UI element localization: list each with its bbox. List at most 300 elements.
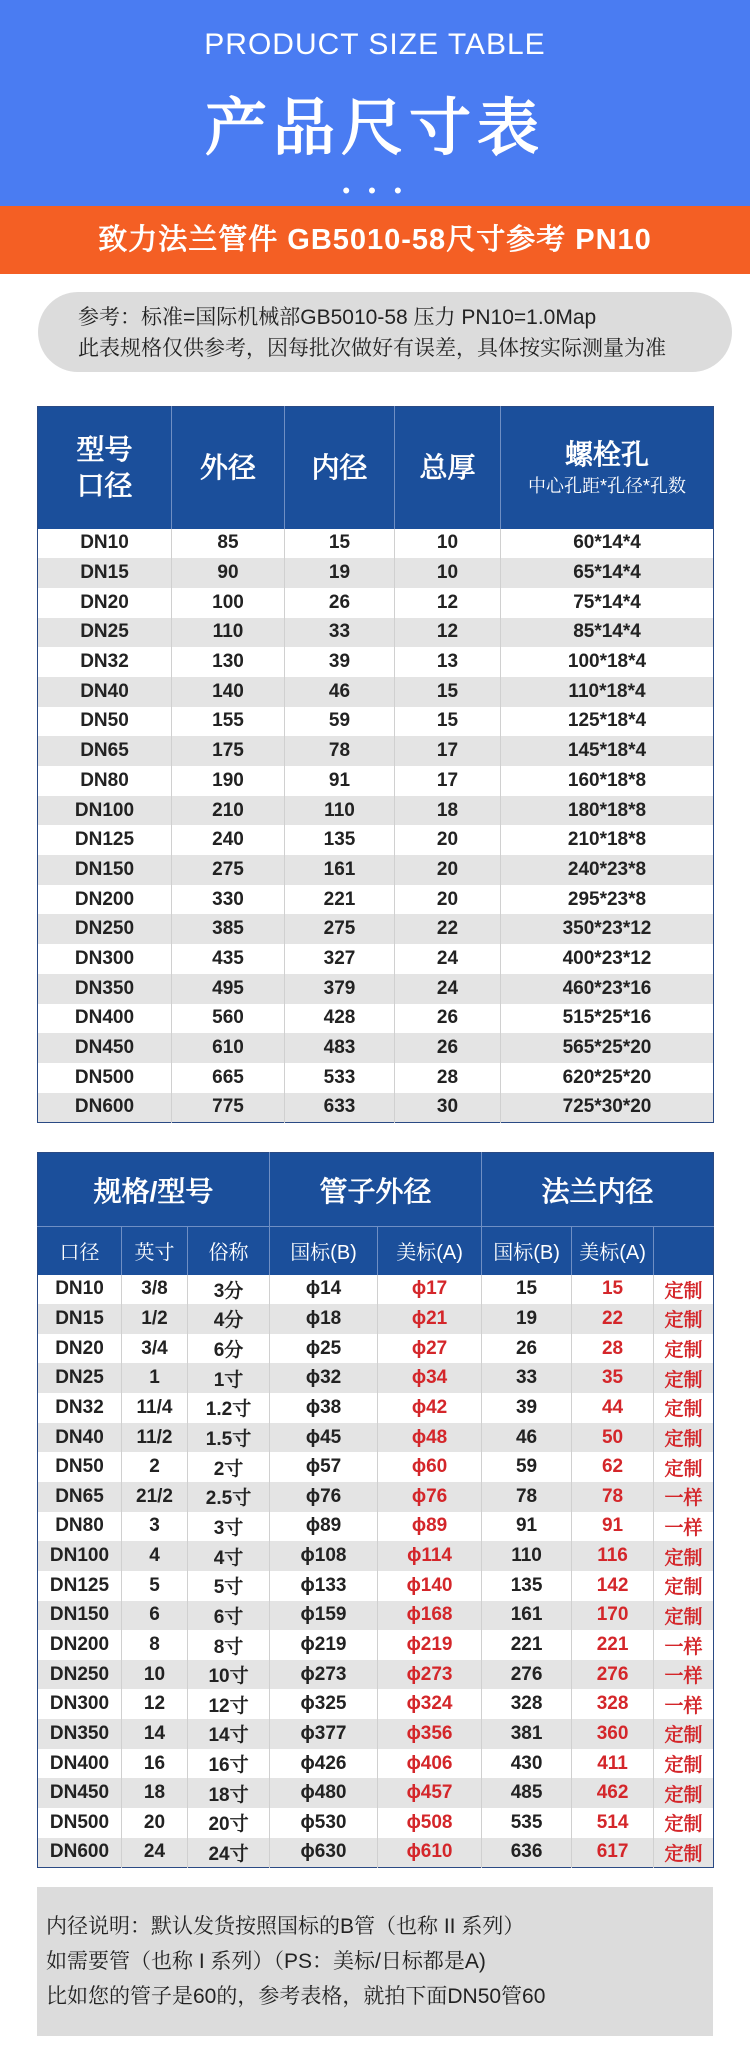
table-cell: 1.2寸	[188, 1393, 270, 1423]
table-cell: 26	[285, 588, 395, 618]
table-cell: 62	[572, 1452, 654, 1482]
table-cell: DN250	[38, 914, 172, 944]
inner-diameter-explanation	[37, 1887, 713, 2036]
table-cell: ϕ273	[270, 1660, 378, 1690]
table-cell: 110	[172, 618, 285, 648]
subheader-inch: 英寸	[122, 1227, 188, 1275]
table-cell: DN450	[38, 1033, 172, 1063]
table-cell: ϕ32	[270, 1363, 378, 1393]
table-cell: 17	[395, 736, 501, 766]
table-row	[38, 1808, 714, 1838]
reference-note-line-1: 参考：标准=国际机械部GB5010-58 压力 PN10=1.0Map	[78, 306, 597, 329]
table-cell: 一样	[654, 1482, 714, 1512]
table-cell: 78	[572, 1482, 654, 1512]
header-bolt-holes	[501, 407, 714, 529]
pipe-spec-table-body	[38, 1275, 714, 1868]
table-cell: ϕ219	[378, 1630, 482, 1660]
table-cell: 1寸	[188, 1363, 270, 1393]
subheader-dn: 口径	[38, 1227, 122, 1275]
table-cell: 633	[285, 1093, 395, 1123]
table-row	[38, 1452, 714, 1482]
table-cell: 460*23*16	[501, 974, 714, 1004]
table-cell: DN150	[38, 855, 172, 885]
table-cell: 21/2	[122, 1482, 188, 1512]
table-cell: 190	[172, 766, 285, 796]
table-cell: ϕ530	[270, 1808, 378, 1838]
header-model-line-1: 型号	[76, 433, 133, 465]
table-cell: ϕ60	[378, 1452, 482, 1482]
table-cell: DN300	[38, 1689, 122, 1719]
table-cell: 78	[482, 1482, 572, 1512]
reference-note-line-2: 此表规格仅供参考，因每批次做好有误差，具体按实际测量为准	[78, 337, 666, 360]
table-cell: 91	[572, 1512, 654, 1542]
table-cell: 130	[172, 647, 285, 677]
table-cell: 110	[285, 796, 395, 826]
table-cell: 330	[172, 885, 285, 915]
table-cell: 514	[572, 1808, 654, 1838]
table-cell: DN250	[38, 1660, 122, 1690]
table-cell: 140	[172, 677, 285, 707]
table-cell: 483	[285, 1033, 395, 1063]
table-cell: 16	[122, 1749, 188, 1779]
table-row	[38, 1093, 714, 1123]
explanation-line-1: 内径说明：默认发货按照国标的B管（也称 II 系列）	[46, 1915, 525, 1938]
table-cell: 90	[172, 558, 285, 588]
table-cell: 13	[395, 647, 501, 677]
table-cell: 85*14*4	[501, 618, 714, 648]
table-row	[38, 1838, 714, 1868]
table-row	[38, 885, 714, 915]
table-cell: 91	[482, 1512, 572, 1542]
table-cell: 11/4	[122, 1393, 188, 1423]
subheader-note	[654, 1227, 714, 1275]
explanation-line-2: 如需要管（也称 I 系列）（PS：美标/日标都是A)	[46, 1950, 486, 1973]
table-cell: 560	[172, 1004, 285, 1034]
table-cell: ϕ76	[378, 1482, 482, 1512]
table-cell: 5	[122, 1571, 188, 1601]
table-cell: 12寸	[188, 1689, 270, 1719]
table-cell: ϕ457	[378, 1778, 482, 1808]
table-cell: ϕ356	[378, 1719, 482, 1749]
table-cell: 240	[172, 825, 285, 855]
table-cell: 定制	[654, 1571, 714, 1601]
table-row	[38, 677, 714, 707]
table-row	[38, 1275, 714, 1305]
table-cell: 11/2	[122, 1423, 188, 1453]
table-cell: 565*25*20	[501, 1033, 714, 1063]
table-cell: ϕ21	[378, 1304, 482, 1334]
table-cell: 91	[285, 766, 395, 796]
table-row	[38, 1630, 714, 1660]
table-cell: 145*18*4	[501, 736, 714, 766]
table-cell: 30	[395, 1093, 501, 1123]
table-row	[38, 1749, 714, 1779]
table-cell: 435	[172, 944, 285, 974]
table-cell: 8	[122, 1630, 188, 1660]
table-cell: 10寸	[188, 1660, 270, 1690]
table-cell: ϕ89	[378, 1512, 482, 1542]
table-cell: DN10	[38, 529, 172, 559]
table-cell: ϕ89	[270, 1512, 378, 1542]
table-cell: 328	[482, 1689, 572, 1719]
table-cell: 100*18*4	[501, 647, 714, 677]
table-cell: 495	[172, 974, 285, 1004]
table-row	[38, 1304, 714, 1334]
table-cell: 定制	[654, 1808, 714, 1838]
table-cell: 110	[482, 1541, 572, 1571]
table-row	[38, 825, 714, 855]
table-cell: 180*18*8	[501, 796, 714, 826]
header-inner-diameter: 内径	[285, 407, 395, 529]
table-cell: 15	[395, 677, 501, 707]
table-cell: ϕ426	[270, 1749, 378, 1779]
table-cell: 8寸	[188, 1630, 270, 1660]
table-cell: 定制	[654, 1749, 714, 1779]
table-cell: 定制	[654, 1304, 714, 1334]
table-cell: DN10	[38, 1275, 122, 1305]
table-cell: 515*25*16	[501, 1004, 714, 1034]
table-row	[38, 1393, 714, 1423]
hero-header	[0, 0, 750, 206]
table-row	[38, 1601, 714, 1631]
header-model-line-2: 口径	[76, 469, 133, 501]
table-cell: DN100	[38, 796, 172, 826]
table-cell: 4寸	[188, 1541, 270, 1571]
table-cell: ϕ25	[270, 1334, 378, 1364]
table-cell: 2	[122, 1452, 188, 1482]
table-cell: 一样	[654, 1660, 714, 1690]
table-cell: ϕ18	[270, 1304, 378, 1334]
table-cell: 26	[482, 1334, 572, 1364]
table-cell: 617	[572, 1838, 654, 1868]
table-cell: 46	[285, 677, 395, 707]
table-cell: DN80	[38, 766, 172, 796]
header-pipe-outer-diameter: 管子外径	[270, 1153, 482, 1227]
table-cell: 28	[395, 1063, 501, 1093]
table-cell: 一样	[654, 1689, 714, 1719]
table-cell: 65*14*4	[501, 558, 714, 588]
table-cell: ϕ14	[270, 1275, 378, 1305]
table-cell: 3寸	[188, 1512, 270, 1542]
table-cell: 170	[572, 1601, 654, 1631]
table-row	[38, 944, 714, 974]
table-cell: 59	[482, 1452, 572, 1482]
table-cell: ϕ34	[378, 1363, 482, 1393]
table-cell: DN500	[38, 1063, 172, 1093]
table-cell: 20	[122, 1808, 188, 1838]
product-banner: 致力法兰管件 GB5010-58尺寸参考 PN10	[0, 206, 750, 274]
table-cell: 665	[172, 1063, 285, 1093]
table-row	[38, 914, 714, 944]
table-cell: 18	[122, 1778, 188, 1808]
reference-note	[38, 292, 732, 372]
table-cell: DN150	[38, 1601, 122, 1631]
subheader-od-us: 美标(A)	[378, 1227, 482, 1275]
header-model	[38, 407, 172, 529]
table-cell: 240*23*8	[501, 855, 714, 885]
table-cell: 24	[395, 944, 501, 974]
table-cell: 一样	[654, 1512, 714, 1542]
table-row	[38, 1482, 714, 1512]
table-cell: DN20	[38, 588, 172, 618]
table-row	[38, 1689, 714, 1719]
table-row	[38, 1033, 714, 1063]
table-cell: 161	[482, 1601, 572, 1631]
table-row	[38, 1363, 714, 1393]
title-english: PRODUCT SIZE TABLE	[204, 28, 546, 61]
table-cell: DN350	[38, 974, 172, 1004]
table-cell: 17	[395, 766, 501, 796]
flange-size-table	[37, 406, 714, 1123]
table-row	[38, 1719, 714, 1749]
table-cell: 430	[482, 1749, 572, 1779]
table-cell: 78	[285, 736, 395, 766]
table-cell: DN125	[38, 1571, 122, 1601]
table-cell: ϕ630	[270, 1838, 378, 1868]
table-cell: 100	[172, 588, 285, 618]
subheader-common-name: 俗称	[188, 1227, 270, 1275]
table-row	[38, 1423, 714, 1453]
table-cell: 5寸	[188, 1571, 270, 1601]
table-cell: 775	[172, 1093, 285, 1123]
table-cell: DN15	[38, 1304, 122, 1334]
table-cell: 1.5寸	[188, 1423, 270, 1453]
table-cell: 18	[395, 796, 501, 826]
table-cell: 28	[572, 1334, 654, 1364]
table-cell: 35	[572, 1363, 654, 1393]
table-cell: 24寸	[188, 1838, 270, 1868]
table-cell: 75*14*4	[501, 588, 714, 618]
table-row	[38, 647, 714, 677]
table-cell: 3分	[188, 1275, 270, 1305]
table-cell: 22	[572, 1304, 654, 1334]
table-cell: 定制	[654, 1541, 714, 1571]
table-cell: DN20	[38, 1334, 122, 1364]
table-cell: 18寸	[188, 1778, 270, 1808]
table-row	[38, 1541, 714, 1571]
table-cell: 定制	[654, 1393, 714, 1423]
table-cell: ϕ325	[270, 1689, 378, 1719]
table-cell: 15	[285, 529, 395, 559]
table-cell: 161	[285, 855, 395, 885]
header-flange-inner-diameter: 法兰内径	[482, 1153, 714, 1227]
table-cell: DN40	[38, 677, 172, 707]
table-row	[38, 1778, 714, 1808]
table-cell: 6分	[188, 1334, 270, 1364]
table-cell: 2.5寸	[188, 1482, 270, 1512]
table-cell: ϕ48	[378, 1423, 482, 1453]
table-cell: ϕ45	[270, 1423, 378, 1453]
table-cell: 135	[482, 1571, 572, 1601]
table-cell: ϕ27	[378, 1334, 482, 1364]
table-cell: 275	[285, 914, 395, 944]
table-cell: 44	[572, 1393, 654, 1423]
table-cell: 3/4	[122, 1334, 188, 1364]
table-cell: 4	[122, 1541, 188, 1571]
table-cell: 19	[482, 1304, 572, 1334]
table-cell: ϕ508	[378, 1808, 482, 1838]
table-cell: DN300	[38, 944, 172, 974]
table-cell: 125*18*4	[501, 707, 714, 737]
table-cell: DN65	[38, 736, 172, 766]
table-row	[38, 1571, 714, 1601]
table-cell: ϕ406	[378, 1749, 482, 1779]
table-cell: 110*18*4	[501, 677, 714, 707]
table-cell: 210	[172, 796, 285, 826]
table-cell: 59	[285, 707, 395, 737]
table-cell: ϕ76	[270, 1482, 378, 1512]
table-row	[38, 1063, 714, 1093]
table-cell: 221	[285, 885, 395, 915]
table-cell: DN450	[38, 1778, 122, 1808]
table-group-header-row	[38, 1153, 714, 1227]
table-row	[38, 618, 714, 648]
table-cell: ϕ324	[378, 1689, 482, 1719]
table-cell: 10	[395, 558, 501, 588]
table-cell: 428	[285, 1004, 395, 1034]
table-cell: 276	[482, 1660, 572, 1690]
header-bolt-subtitle: 中心孔距*孔径*孔数	[527, 475, 686, 496]
table-cell: 327	[285, 944, 395, 974]
table-cell: DN32	[38, 647, 172, 677]
table-cell: DN50	[38, 1452, 122, 1482]
header-outer-diameter: 外径	[172, 407, 285, 529]
table-cell: DN40	[38, 1423, 122, 1453]
subheader-id-us: 美标(A)	[572, 1227, 654, 1275]
table-cell: 142	[572, 1571, 654, 1601]
table-cell: ϕ42	[378, 1393, 482, 1423]
table-cell: 360	[572, 1719, 654, 1749]
table-cell: 535	[482, 1808, 572, 1838]
explanation-line-3: 比如您的管子是60的，参考表格，就拍下面DN50管60	[46, 1985, 546, 2008]
table-cell: 175	[172, 736, 285, 766]
table-cell: 50	[572, 1423, 654, 1453]
table-cell: 725*30*20	[501, 1093, 714, 1123]
table-cell: DN25	[38, 1363, 122, 1393]
table-cell: 20	[395, 885, 501, 915]
table-cell: 116	[572, 1541, 654, 1571]
table-cell: DN400	[38, 1749, 122, 1779]
table-cell: 620*25*20	[501, 1063, 714, 1093]
pipe-spec-table	[37, 1152, 714, 1868]
table-sub-header-row	[38, 1227, 714, 1275]
table-cell: 定制	[654, 1334, 714, 1364]
table-cell: 定制	[654, 1452, 714, 1482]
table-cell: ϕ168	[378, 1601, 482, 1631]
table-cell: 400*23*12	[501, 944, 714, 974]
table-cell: 1	[122, 1363, 188, 1393]
table-cell: ϕ38	[270, 1393, 378, 1423]
table-cell: 381	[482, 1719, 572, 1749]
table-row	[38, 558, 714, 588]
table-cell: 411	[572, 1749, 654, 1779]
table-header-row	[38, 407, 714, 529]
table-cell: 15	[395, 707, 501, 737]
table-cell: 15	[572, 1275, 654, 1305]
table-cell: 3	[122, 1512, 188, 1542]
table-row	[38, 736, 714, 766]
table-cell: ϕ273	[378, 1660, 482, 1690]
table-row	[38, 1004, 714, 1034]
table-cell: DN25	[38, 618, 172, 648]
table-cell: 1/2	[122, 1304, 188, 1334]
table-cell: 20	[395, 855, 501, 885]
table-row	[38, 796, 714, 826]
table-cell: 295*23*8	[501, 885, 714, 915]
table-cell: 221	[572, 1630, 654, 1660]
table-cell: DN65	[38, 1482, 122, 1512]
table-cell: 160*18*8	[501, 766, 714, 796]
table-cell: 12	[395, 588, 501, 618]
table-cell: DN400	[38, 1004, 172, 1034]
table-cell: 14	[122, 1719, 188, 1749]
table-cell: 636	[482, 1838, 572, 1868]
table-cell: 610	[172, 1033, 285, 1063]
header-bolt-title: 螺栓孔	[564, 438, 649, 470]
table-cell: 39	[482, 1393, 572, 1423]
table-cell: 85	[172, 529, 285, 559]
table-cell: 26	[395, 1033, 501, 1063]
header-spec-model: 规格/型号	[38, 1153, 270, 1227]
table-cell: ϕ108	[270, 1541, 378, 1571]
table-cell: 6寸	[188, 1601, 270, 1631]
decorative-dots: • • •	[342, 178, 408, 203]
table-cell: 20寸	[188, 1808, 270, 1838]
table-cell: DN50	[38, 707, 172, 737]
table-row	[38, 588, 714, 618]
table-cell: 10	[395, 529, 501, 559]
table-cell: 一样	[654, 1630, 714, 1660]
table-cell: 14寸	[188, 1719, 270, 1749]
table-row	[38, 1334, 714, 1364]
table-cell: ϕ219	[270, 1630, 378, 1660]
table-cell: 379	[285, 974, 395, 1004]
flange-size-table-body	[38, 529, 714, 1123]
table-cell: 6	[122, 1601, 188, 1631]
table-cell: 3/8	[122, 1275, 188, 1305]
table-cell: 210*18*8	[501, 825, 714, 855]
subheader-od-gb: 国标(B)	[270, 1227, 378, 1275]
table-cell: 60*14*4	[501, 529, 714, 559]
table-cell: 2寸	[188, 1452, 270, 1482]
table-cell: 12	[395, 618, 501, 648]
table-cell: ϕ159	[270, 1601, 378, 1631]
table-row	[38, 1660, 714, 1690]
table-cell: 10	[122, 1660, 188, 1690]
table-cell: 26	[395, 1004, 501, 1034]
table-cell: 462	[572, 1778, 654, 1808]
table-cell: 485	[482, 1778, 572, 1808]
table-row	[38, 855, 714, 885]
table-row	[38, 1512, 714, 1542]
table-cell: DN32	[38, 1393, 122, 1423]
table-cell: 22	[395, 914, 501, 944]
table-cell: 155	[172, 707, 285, 737]
table-cell: 39	[285, 647, 395, 677]
table-cell: 275	[172, 855, 285, 885]
table-cell: 12	[122, 1689, 188, 1719]
table-cell: 24	[395, 974, 501, 1004]
table-cell: DN80	[38, 1512, 122, 1542]
table-cell: 定制	[654, 1719, 714, 1749]
table-cell: ϕ133	[270, 1571, 378, 1601]
table-cell: 350*23*12	[501, 914, 714, 944]
table-cell: ϕ480	[270, 1778, 378, 1808]
table-cell: 定制	[654, 1838, 714, 1868]
table-cell: 定制	[654, 1601, 714, 1631]
table-cell: 定制	[654, 1363, 714, 1393]
table-row	[38, 766, 714, 796]
